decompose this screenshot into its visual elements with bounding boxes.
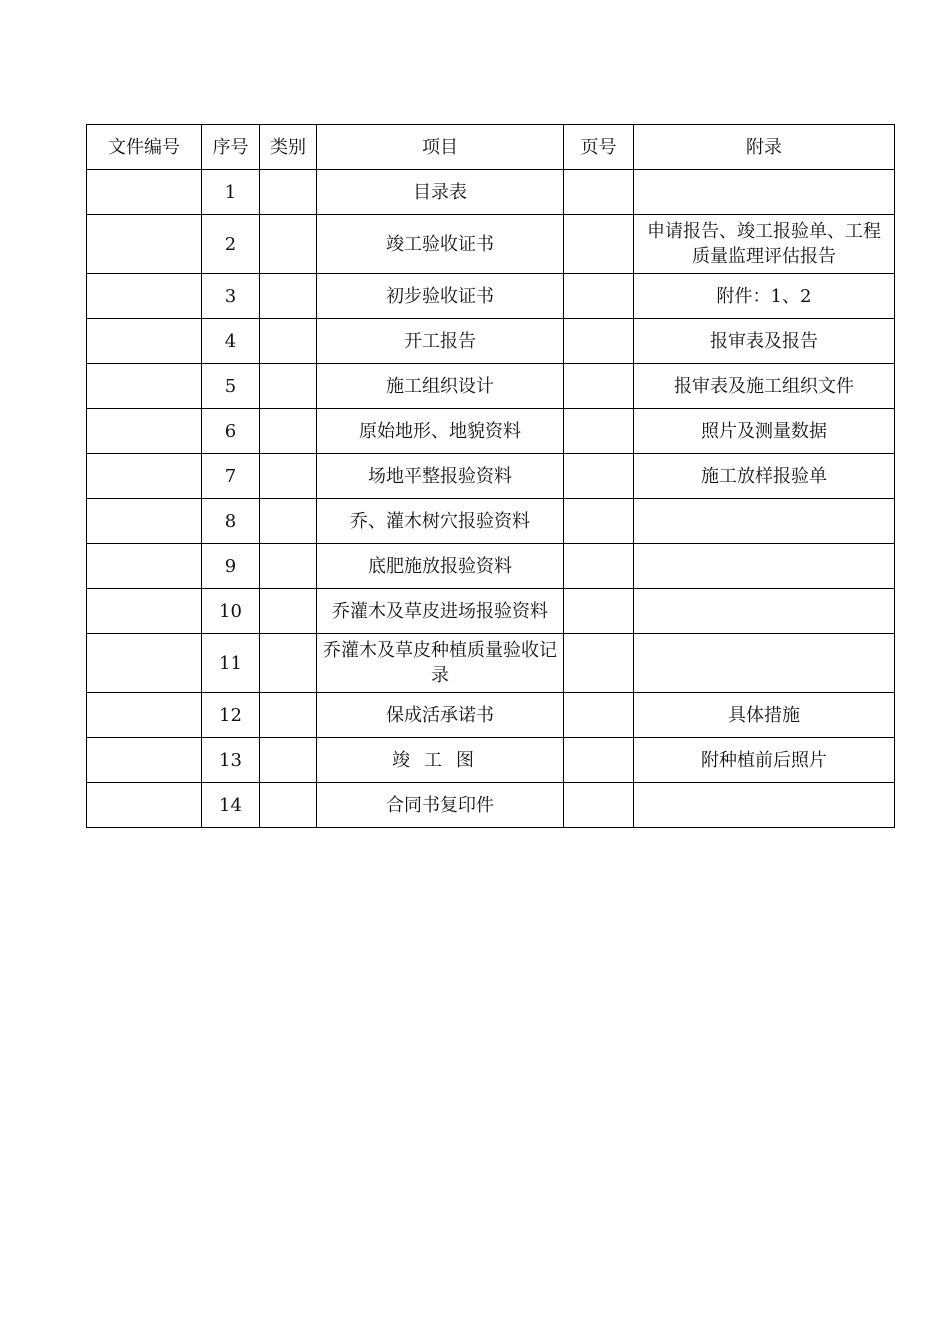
cell-page-number	[564, 693, 634, 738]
table-header-row	[87, 125, 895, 170]
cell-item: 乔、灌木树穴报验资料	[317, 499, 564, 544]
cell-sequence: 1	[202, 170, 260, 215]
cell-page-number	[564, 783, 634, 828]
cell-item: 施工组织设计	[317, 364, 564, 409]
cell-category	[260, 454, 317, 499]
cell-sequence: 5	[202, 364, 260, 409]
cell-category	[260, 634, 317, 693]
header-page-number: 页号	[564, 125, 634, 170]
cell-file-number	[87, 319, 202, 364]
header-category: 类别	[260, 125, 317, 170]
cell-item: 场地平整报验资料	[317, 454, 564, 499]
table-row	[87, 170, 895, 215]
cell-appendix: 照片及测量数据	[634, 409, 895, 454]
table-row	[87, 319, 895, 364]
cell-sequence: 7	[202, 454, 260, 499]
cell-file-number	[87, 499, 202, 544]
table-row	[87, 544, 895, 589]
cell-file-number	[87, 170, 202, 215]
cell-file-number	[87, 544, 202, 589]
cell-page-number	[564, 409, 634, 454]
cell-category	[260, 544, 317, 589]
cell-item: 竣工验收证书	[317, 215, 564, 274]
cell-category	[260, 409, 317, 454]
cell-category	[260, 693, 317, 738]
cell-file-number	[87, 364, 202, 409]
cell-sequence: 12	[202, 693, 260, 738]
cell-file-number	[87, 215, 202, 274]
cell-category	[260, 170, 317, 215]
cell-category	[260, 215, 317, 274]
cell-item: 开工报告	[317, 319, 564, 364]
table-row	[87, 215, 895, 274]
table-row	[87, 693, 895, 738]
cell-page-number	[564, 634, 634, 693]
table-row	[87, 589, 895, 634]
cell-page-number	[564, 215, 634, 274]
cell-sequence: 14	[202, 783, 260, 828]
cell-appendix: 附件：1、2	[634, 274, 895, 319]
cell-category	[260, 589, 317, 634]
cell-item: 合同书复印件	[317, 783, 564, 828]
cell-sequence: 10	[202, 589, 260, 634]
cell-page-number	[564, 454, 634, 499]
cell-sequence: 3	[202, 274, 260, 319]
cell-appendix: 申请报告、竣工报验单、工程质量监理评估报告	[634, 215, 895, 274]
header-file-number: 文件编号	[87, 125, 202, 170]
cell-item: 底肥施放报验资料	[317, 544, 564, 589]
cell-item: 初步验收证书	[317, 274, 564, 319]
table-row	[87, 738, 895, 783]
cell-appendix	[634, 783, 895, 828]
cell-category	[260, 738, 317, 783]
cell-page-number	[564, 364, 634, 409]
cell-file-number	[87, 634, 202, 693]
cell-item: 竣工图	[317, 738, 564, 783]
cell-category	[260, 274, 317, 319]
archive-catalog-table	[86, 124, 895, 828]
cell-appendix: 附种植前后照片	[634, 738, 895, 783]
cell-sequence: 2	[202, 215, 260, 274]
cell-item: 目录表	[317, 170, 564, 215]
cell-page-number	[564, 274, 634, 319]
table-row	[87, 634, 895, 693]
cell-item: 保成活承诺书	[317, 693, 564, 738]
cell-category	[260, 783, 317, 828]
cell-sequence: 6	[202, 409, 260, 454]
table-row	[87, 364, 895, 409]
table-row	[87, 499, 895, 544]
cell-appendix	[634, 634, 895, 693]
cell-item: 乔灌木及草皮种植质量验收记录	[317, 634, 564, 693]
table-row	[87, 274, 895, 319]
cell-file-number	[87, 454, 202, 499]
cell-category	[260, 364, 317, 409]
cell-page-number	[564, 738, 634, 783]
cell-appendix	[634, 499, 895, 544]
cell-appendix	[634, 589, 895, 634]
cell-category	[260, 319, 317, 364]
header-sequence: 序号	[202, 125, 260, 170]
cell-sequence: 13	[202, 738, 260, 783]
cell-file-number	[87, 589, 202, 634]
cell-appendix	[634, 544, 895, 589]
cell-category	[260, 499, 317, 544]
cell-item: 原始地形、地貌资料	[317, 409, 564, 454]
cell-page-number	[564, 589, 634, 634]
cell-file-number	[87, 738, 202, 783]
table-row	[87, 783, 895, 828]
cell-file-number	[87, 409, 202, 454]
cell-file-number	[87, 783, 202, 828]
cell-item: 乔灌木及草皮进场报验资料	[317, 589, 564, 634]
cell-page-number	[564, 170, 634, 215]
table-row	[87, 454, 895, 499]
cell-appendix	[634, 170, 895, 215]
header-item: 项目	[317, 125, 564, 170]
table-row	[87, 409, 895, 454]
cell-sequence: 11	[202, 634, 260, 693]
cell-appendix: 报审表及施工组织文件	[634, 364, 895, 409]
cell-sequence: 4	[202, 319, 260, 364]
cell-appendix: 报审表及报告	[634, 319, 895, 364]
cell-appendix: 施工放样报验单	[634, 454, 895, 499]
cell-page-number	[564, 499, 634, 544]
cell-page-number	[564, 544, 634, 589]
cell-file-number	[87, 274, 202, 319]
cell-page-number	[564, 319, 634, 364]
header-appendix: 附录	[634, 125, 895, 170]
cell-sequence: 8	[202, 499, 260, 544]
cell-appendix: 具体措施	[634, 693, 895, 738]
cell-file-number	[87, 693, 202, 738]
cell-sequence: 9	[202, 544, 260, 589]
